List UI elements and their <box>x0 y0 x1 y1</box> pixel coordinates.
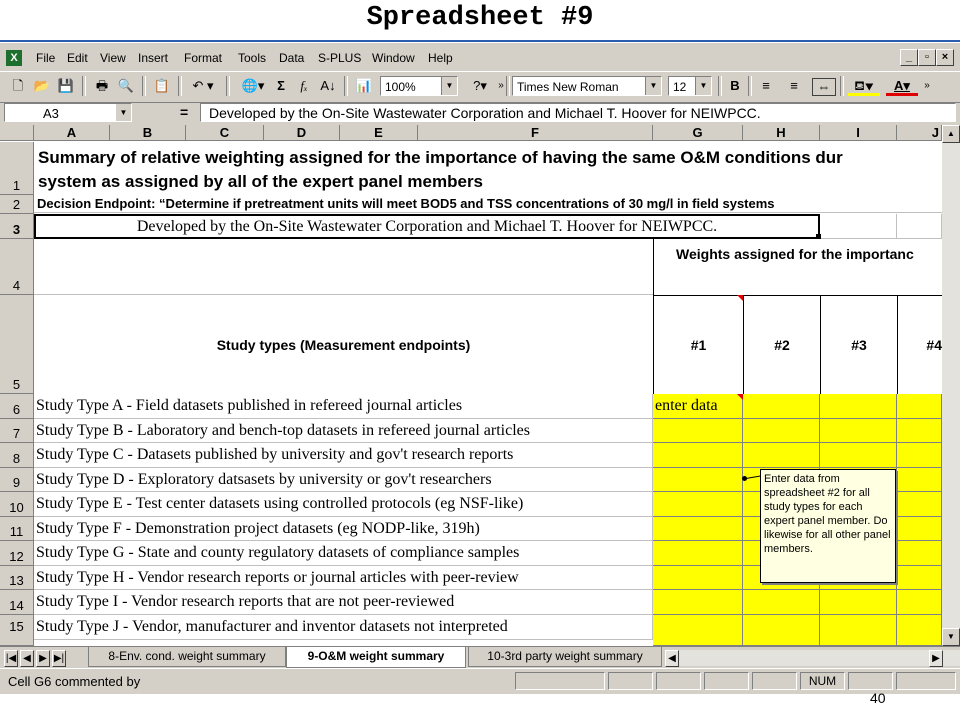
data-entry-cell-i7[interactable] <box>820 419 897 443</box>
column-header-d[interactable]: D <box>264 125 340 141</box>
cell-i3[interactable] <box>820 214 897 239</box>
column-header-h[interactable]: H <box>743 125 820 141</box>
panel-member-2-header[interactable]: #2 <box>743 295 820 394</box>
study-type-row[interactable]: Study Type E - Test center datasets using controlled protocols (eg NSF-like) <box>34 492 653 517</box>
toolbar-separator <box>142 76 146 96</box>
font-color-icon[interactable]: A▾ <box>886 76 918 96</box>
data-entry-cell-j7[interactable] <box>897 419 942 443</box>
last-sheet-icon[interactable]: ▶| <box>52 650 66 667</box>
cell-j3[interactable] <box>897 214 942 239</box>
cell-a4[interactable] <box>34 239 653 295</box>
scroll-down-icon[interactable]: ▼ <box>942 628 960 646</box>
column-header-f[interactable]: F <box>418 125 653 141</box>
data-entry-cell-g9[interactable] <box>653 468 743 492</box>
data-entry-cell-g8[interactable] <box>653 443 743 468</box>
row-header-11[interactable]: 11 <box>0 517 34 541</box>
row-header-2[interactable]: 2 <box>0 195 34 214</box>
excel-app-icon[interactable]: X <box>6 50 22 66</box>
data-entry-cell-g12[interactable] <box>653 541 743 566</box>
menu-data[interactable]: Data <box>279 51 305 65</box>
toolbar-separator <box>344 76 348 96</box>
name-box[interactable] <box>4 103 132 122</box>
data-entry-cell-g15[interactable] <box>653 615 743 646</box>
align-left-icon[interactable]: ≡ <box>762 78 770 93</box>
minimize-button[interactable]: _ <box>900 49 918 66</box>
page-number: 40 <box>870 690 886 706</box>
font-name-select[interactable] <box>512 76 662 96</box>
worksheet-grid <box>0 125 942 646</box>
status-pane <box>848 672 893 690</box>
data-entry-cell-g10[interactable] <box>653 492 743 517</box>
status-pane <box>752 672 797 690</box>
data-entry-cell-j15[interactable] <box>897 615 942 646</box>
summary-title-line-1: Summary of relative weighting assigned for the importance of having the same O&M conditions dur <box>38 148 843 167</box>
data-entry-cell-h14[interactable] <box>743 590 820 615</box>
num-lock-indicator: NUM <box>800 672 845 690</box>
menu-format[interactable]: Format <box>184 51 223 65</box>
excel-window <box>0 43 960 693</box>
data-entry-cell-g7[interactable] <box>653 419 743 443</box>
sheet-tab-bar <box>0 646 960 669</box>
selected-cell-a3[interactable]: Developed by the On-Site Wastewater Corporation and Michael T. Hoover for NEIWPCC. <box>34 214 820 239</box>
study-type-row[interactable]: Study Type G - State and county regulatory datasets of compliance samples <box>34 541 653 566</box>
study-type-row[interactable]: Study Type F - Demonstration project datasets (eg NODP-like, 319h) <box>34 517 653 541</box>
fill-color-icon[interactable]: ⛾▾ <box>848 76 880 96</box>
zoom-value: 100% <box>385 80 416 94</box>
slide-title: Spreadsheet #9 <box>366 3 594 33</box>
close-button[interactable]: × <box>936 49 954 66</box>
row-header-4[interactable]: 4 <box>0 239 34 295</box>
row-header-5[interactable]: 5 <box>0 295 34 394</box>
sheet-tab-3rd-party-weight[interactable]: 10-3rd party weight summary <box>468 647 662 667</box>
data-entry-cell-i15[interactable] <box>820 615 897 646</box>
chevron-down-icon[interactable]: ▼ <box>441 77 457 95</box>
align-right-icon[interactable]: ≡ <box>790 78 798 93</box>
sort-ascending-icon[interactable]: A↓ <box>320 78 336 93</box>
next-sheet-icon[interactable]: ▶ <box>36 650 50 667</box>
font-size-value: 12 <box>673 80 687 94</box>
menu-splus[interactable]: S-PLUS <box>318 51 362 65</box>
toolbar-separator <box>82 76 86 96</box>
toolbar <box>0 71 960 103</box>
study-type-row[interactable]: Study Type J - Vendor, manufacturer and inventor datasets not interpreted <box>34 615 653 640</box>
column-header-c[interactable]: C <box>186 125 264 141</box>
first-sheet-icon[interactable]: |◀ <box>4 650 18 667</box>
merge-center-icon[interactable]: ⇔ <box>812 78 836 96</box>
comment-indicator <box>737 394 743 400</box>
summary-title-cell[interactable] <box>34 142 942 195</box>
bold-button[interactable]: B <box>730 78 740 93</box>
chevron-down-icon[interactable]: ▼ <box>116 104 131 121</box>
restore-button[interactable]: ▫ <box>918 49 936 66</box>
data-entry-cell-j14[interactable] <box>897 590 942 615</box>
formula-equals: = <box>180 104 189 120</box>
row-header-1[interactable]: 1 <box>0 142 34 195</box>
scroll-up-icon[interactable]: ▲ <box>942 125 960 143</box>
row-header-3[interactable]: 3 <box>0 214 34 239</box>
toolbar-separator <box>718 76 722 96</box>
toolbar-separator <box>226 76 230 96</box>
row-header-13[interactable]: 13 <box>0 566 34 590</box>
row-header-6[interactable]: 6 <box>0 394 34 419</box>
study-type-row[interactable]: Study Type B - Laboratory and bench-top datasets in refereed journal articles <box>34 419 653 443</box>
cell-ref: A3 <box>43 106 59 121</box>
toolbar-separator <box>506 76 510 96</box>
data-entry-cell-j12[interactable] <box>897 541 942 566</box>
status-text: Cell G6 commented by <box>8 674 141 689</box>
vertical-scrollbar[interactable] <box>942 125 960 646</box>
data-entry-cell-j9[interactable] <box>897 468 942 492</box>
panel-member-4-header[interactable]: #4 <box>897 295 942 394</box>
decision-endpoint-cell[interactable]: Decision Endpoint: “Determine if pretreatment units will meet BOD5 and TSS concentrations of 30 mg/l in field systems <box>34 195 942 213</box>
menu-view[interactable]: View <box>100 51 126 65</box>
font-name-value: Times New Roman <box>517 80 619 94</box>
more-buttons-icon[interactable]: » <box>924 80 930 91</box>
menu-help[interactable]: Help <box>428 51 453 65</box>
cell-comment-box[interactable]: Enter data from spreadsheet #2 for all study types for each expert panel member. Do likewise for all other panel members. <box>760 469 896 583</box>
data-entry-cell-h8[interactable] <box>743 443 820 468</box>
row-header-12[interactable]: 12 <box>0 541 34 566</box>
chart-wizard-icon[interactable]: 📊 <box>355 78 373 93</box>
scroll-left-icon[interactable]: ◀ <box>665 650 679 667</box>
status-bar <box>0 668 960 694</box>
data-entry-cell-i6[interactable] <box>820 394 897 419</box>
sheet-tab-om-weight[interactable]: 9-O&M weight summary <box>286 647 466 668</box>
menu-edit[interactable]: Edit <box>67 51 88 65</box>
row-header-14[interactable]: 14 <box>0 590 34 615</box>
data-entry-cell-g13[interactable] <box>653 566 743 590</box>
summary-title-line-2: system as assigned by all of the expert panel members <box>38 172 484 191</box>
comment-indicator <box>737 295 743 301</box>
column-header-a[interactable]: A <box>34 125 110 141</box>
open-icon[interactable]: 📂 <box>33 78 51 93</box>
prev-sheet-icon[interactable]: ◀ <box>20 650 34 667</box>
chevron-down-icon[interactable]: ▼ <box>695 77 711 95</box>
column-header-b[interactable]: B <box>110 125 186 141</box>
data-entry-cell-j10[interactable] <box>897 492 942 517</box>
status-pane <box>704 672 749 690</box>
scroll-right-icon[interactable]: ▶ <box>929 650 943 667</box>
horizontal-scrollbar[interactable] <box>665 650 960 666</box>
formula-input[interactable]: Developed by the On-Site Wastewater Corporation and Michael T. Hoover for NEIWPCC. <box>200 103 956 122</box>
data-entry-cell-j8[interactable] <box>897 443 942 468</box>
font-size-select[interactable] <box>668 76 712 96</box>
enter-data-cell-g6[interactable]: enter data <box>653 394 743 419</box>
data-entry-cell-j13[interactable] <box>897 566 942 590</box>
study-type-row[interactable]: Study Type H - Vendor research reports or journal articles with peer-review <box>34 566 653 590</box>
panel-member-1-header[interactable]: #1 <box>653 295 743 394</box>
status-pane <box>608 672 653 690</box>
zoom-select[interactable] <box>380 76 458 96</box>
data-entry-cell-g11[interactable] <box>653 517 743 541</box>
chevron-down-icon[interactable]: ▼ <box>645 77 661 95</box>
study-type-row[interactable]: Study Type D - Exploratory datsasets by university or gov't researchers <box>34 468 653 492</box>
select-all-corner[interactable] <box>0 125 34 141</box>
data-entry-cell-g14[interactable] <box>653 590 743 615</box>
print-icon[interactable]: 🖶 <box>95 78 109 93</box>
formula-bar <box>0 101 960 125</box>
column-header-g[interactable]: G <box>653 125 743 141</box>
function-icon[interactable]: fₓ <box>300 78 308 93</box>
save-icon[interactable]: 💾 <box>57 78 75 93</box>
panel-member-3-header[interactable]: #3 <box>820 295 897 394</box>
new-icon[interactable]: 🗋 <box>12 78 24 93</box>
menu-window[interactable]: Window <box>372 51 415 65</box>
toolbar-separator <box>748 76 752 96</box>
data-entry-cell-i8[interactable] <box>820 443 897 468</box>
weights-header-cell[interactable]: Weights assigned for the importanc <box>653 239 942 295</box>
toolbar-separator <box>178 76 182 96</box>
column-header-i[interactable]: I <box>820 125 897 141</box>
study-type-row[interactable]: Study Type A - Field datasets published in refereed journal articles <box>34 394 653 419</box>
study-type-row[interactable]: Study Type C - Datasets published by university and gov't research reports <box>34 443 653 468</box>
row-header-10[interactable]: 10 <box>0 492 34 517</box>
data-entry-cell-h15[interactable] <box>743 615 820 646</box>
status-pane <box>515 672 605 690</box>
autosum-icon[interactable]: Σ <box>277 78 285 93</box>
status-pane <box>656 672 701 690</box>
status-pane <box>896 672 956 690</box>
web-icon[interactable]: 🌐▾ <box>241 78 265 93</box>
data-entry-cell-j11[interactable] <box>897 517 942 541</box>
slide-divider <box>0 40 960 42</box>
row-header-9[interactable]: 9 <box>0 468 34 492</box>
column-header-j[interactable]: J <box>897 125 942 141</box>
data-entry-cell-j6[interactable] <box>897 394 942 419</box>
row-header-7[interactable]: 7 <box>0 419 34 443</box>
help-icon[interactable]: ?▾ <box>473 78 487 93</box>
study-type-row[interactable]: Study Type I - Vendor research reports that are not peer-reviewed <box>34 590 653 615</box>
row-header-15[interactable]: 15 <box>0 615 34 646</box>
sheet-tab-env-weight[interactable]: 8-Env. cond. weight summary <box>88 647 286 667</box>
study-types-header[interactable]: Study types (Measurement endpoints) <box>216 336 471 353</box>
data-entry-cell-h7[interactable] <box>743 419 820 443</box>
menu-insert[interactable]: Insert <box>138 51 169 65</box>
row-header-8[interactable]: 8 <box>0 443 34 468</box>
undo-icon[interactable]: ↶ ▾ <box>192 78 214 93</box>
menu-file[interactable]: File <box>36 51 56 65</box>
print-preview-icon[interactable]: 🔍 <box>117 78 135 93</box>
paste-icon[interactable]: 📋 <box>153 78 171 93</box>
data-entry-cell-h6[interactable] <box>743 394 820 419</box>
menu-tools[interactable]: Tools <box>238 51 267 65</box>
more-buttons-icon[interactable]: » <box>498 80 504 91</box>
toolbar-separator <box>840 76 844 96</box>
menu-bar <box>0 45 960 71</box>
column-header-e[interactable]: E <box>340 125 418 141</box>
data-entry-cell-i14[interactable] <box>820 590 897 615</box>
